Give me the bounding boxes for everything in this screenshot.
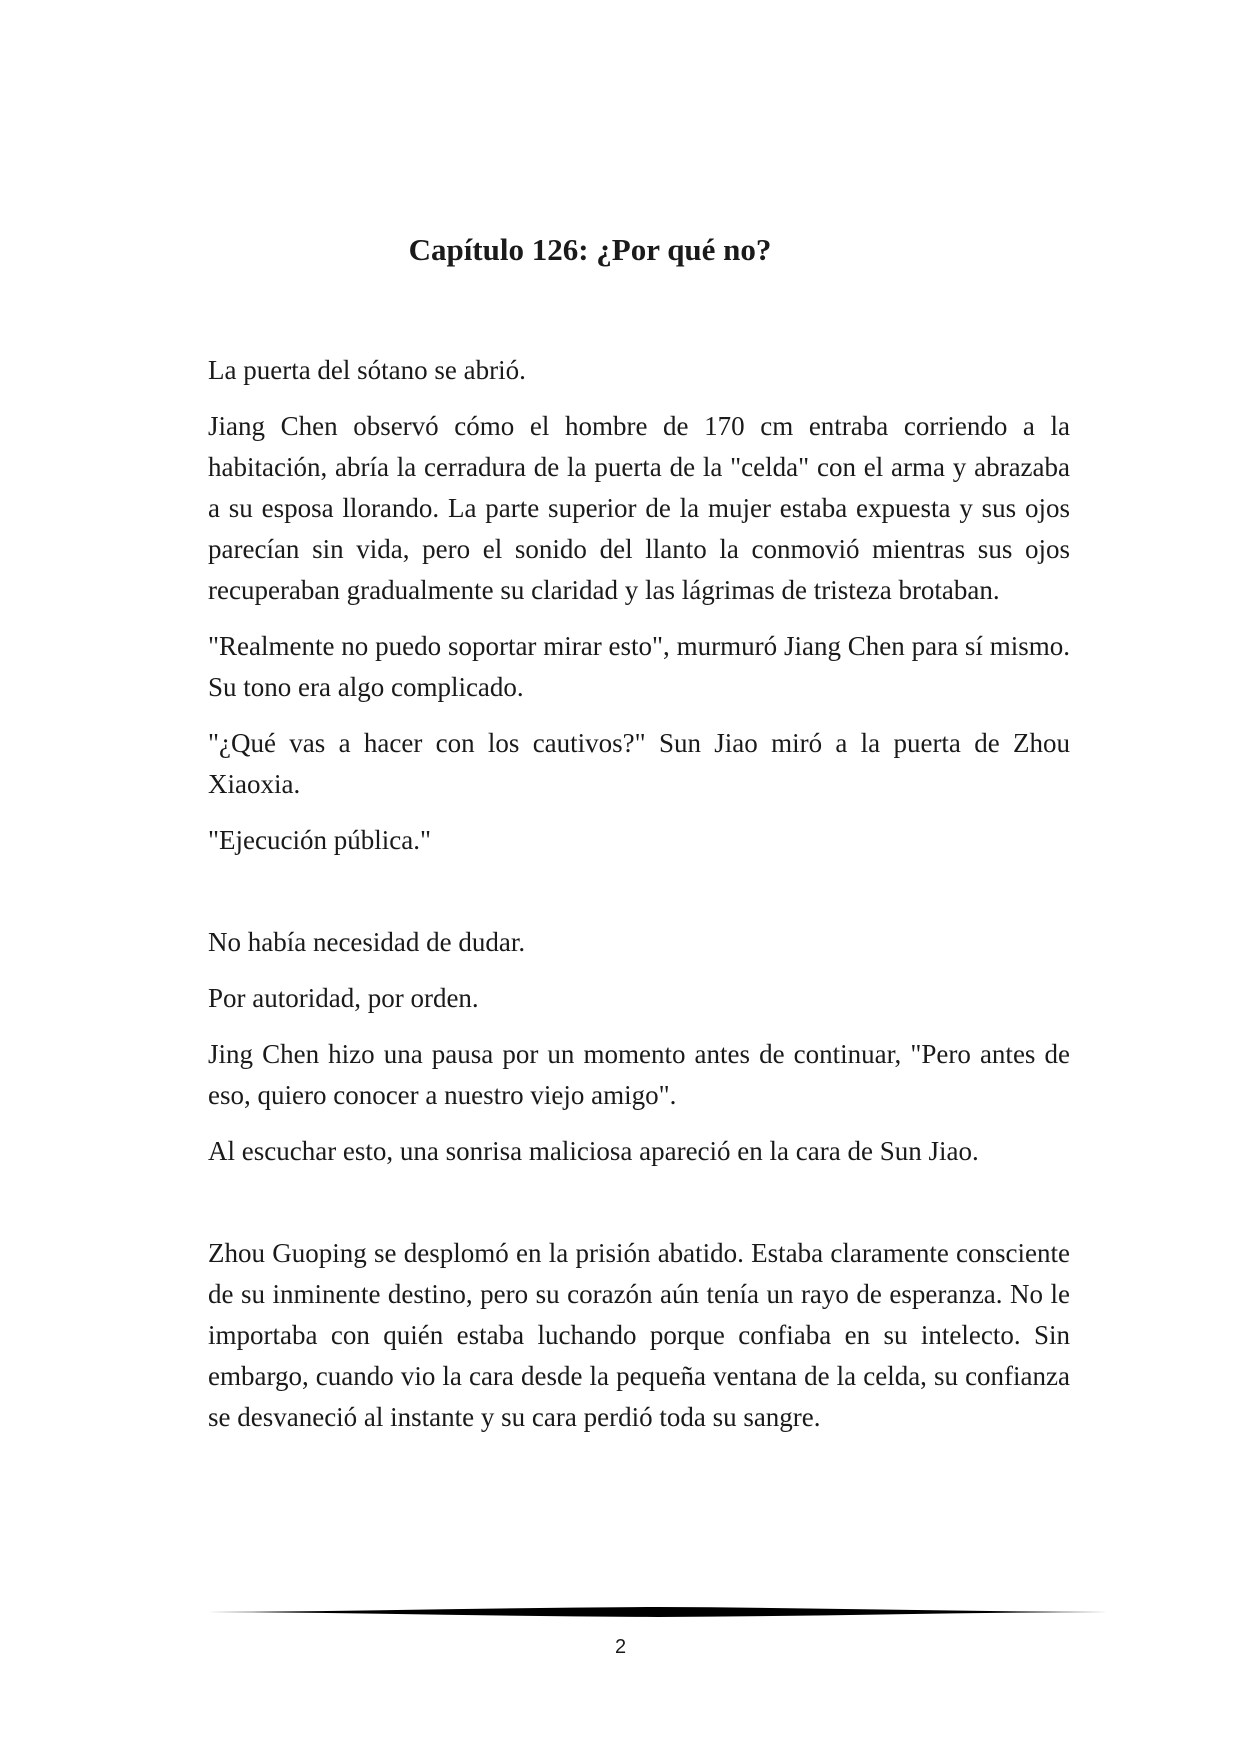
paragraph: "Realmente no puedo soportar mirar esto", murmuró Jiang Chen para sí mismo. Su tono era algo complicado. [208,631,1070,702]
footer-divider [208,1606,1108,1618]
paragraph: Jing Chen hizo una pausa por un momento antes de continuar, "Pero antes de eso, quiero conocer a nuestro viejo amigo". [208,1039,1070,1110]
chapter-body [208,350,1070,1453]
chapter-title: Capítulo 126: ¿Por qué no? [408,232,772,267]
paragraph: Zhou Guoping se desplomó en la prisión abatido. Estaba claramente consciente de su inminente destino, pero su corazón aún tenía un rayo de esperanza. No le importaba con quién estaba luchando porque confiaba en su intelecto. Sin embargo, cuando vio la cara desde la pequeña ventana de la celda, su confianza se desvaneció al instante y su cara perdió toda su sangre. [208,1238,1070,1432]
page-number: 2 [614,1636,627,1658]
paragraph: Por autoridad, por orden. [208,983,479,1013]
paragraph: Al escuchar esto, una sonrisa maliciosa apareció en la cara de Sun Jiao. [208,1136,979,1166]
paragraph: No había necesidad de dudar. [208,927,526,957]
paragraph: La puerta del sótano se abrió. [208,355,526,385]
paragraph: "¿Qué vas a hacer con los cautivos?" Sun Jiao miró a la puerta de Zhou Xiaoxia. [208,728,1070,799]
paragraph: Jiang Chen observó cómo el hombre de 170 cm entraba corriendo a la habitación, abría la cerradura de la puerta de la "celda" con el arma y abrazaba a su esposa llorando. La parte superior de la mujer estaba expuesta y sus ojos parecían sin vida, pero el sonido del llanto la conmovió mientras sus ojos recuperaban gradualmente su claridad y las lágrimas de tristeza brotaban. [208,411,1070,605]
paragraph: "Ejecución pública." [208,825,431,855]
